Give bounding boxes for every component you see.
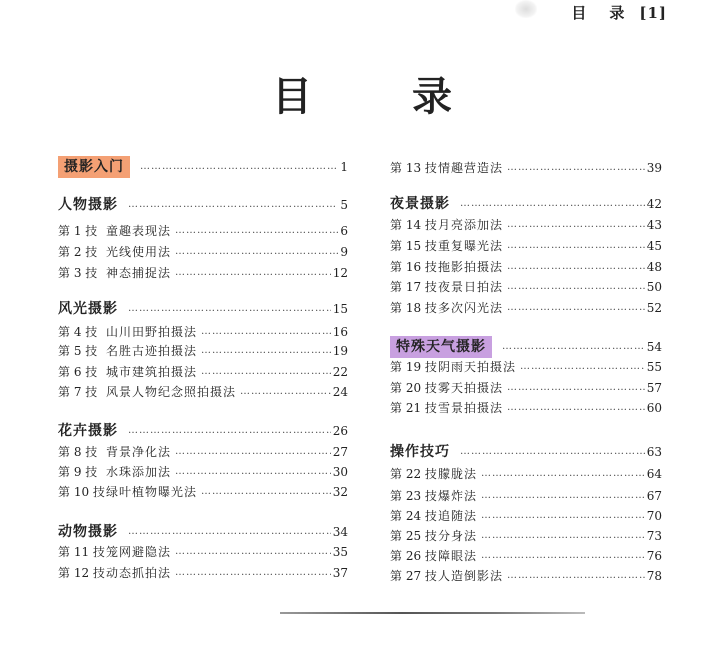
toc-entry-label: 多次闪光法 <box>438 301 504 315</box>
toc-entry-label: 雾天拍摄法 <box>438 381 504 395</box>
toc-entry[interactable] <box>390 158 662 178</box>
dot-leader <box>175 221 338 241</box>
toc-entry[interactable] <box>390 464 662 484</box>
dot-leader <box>481 546 645 566</box>
toc-entry-number: 第 9 技 <box>58 465 98 479</box>
toc-entry[interactable] <box>58 362 348 382</box>
toc-section[interactable] <box>58 522 348 542</box>
toc-page-number: 15 <box>332 302 348 316</box>
toc-entry-number: 第 17 技 <box>390 280 437 294</box>
toc-page-number: 63 <box>646 445 662 459</box>
toc-entry[interactable] <box>390 236 662 256</box>
toc-entry[interactable] <box>390 277 662 297</box>
toc-entry-number: 第 1 技 <box>58 224 98 238</box>
toc-entry-number: 第 2 技 <box>58 245 98 259</box>
toc-entry-label: 童趣表现法 <box>106 224 172 238</box>
toc-entry-number: 第 5 技 <box>58 344 98 358</box>
toc-section[interactable] <box>58 157 348 177</box>
bottom-rule <box>280 612 585 614</box>
toc-entry[interactable] <box>390 526 662 546</box>
toc-page-number: 30 <box>332 465 348 479</box>
toc-page-number: 5 <box>340 198 348 212</box>
toc-entry-number: 第 16 技 <box>390 260 437 274</box>
toc-entry[interactable] <box>58 221 348 241</box>
toc-entry-label: 名胜古迹拍摄法 <box>106 344 198 358</box>
toc-entry-label: 拖影拍摄法 <box>438 260 504 274</box>
toc-section-label: 风光摄影 <box>58 301 118 317</box>
toc-entry-number: 第 13 技 <box>390 161 437 175</box>
toc-section-label: 花卉摄影 <box>58 423 118 439</box>
toc-entry[interactable] <box>390 215 662 235</box>
toc-section-label: 操作技巧 <box>390 444 450 460</box>
toc-page-number: 67 <box>646 489 662 503</box>
dot-leader <box>201 341 331 361</box>
toc-entry-label: 山川田野拍摄法 <box>106 325 198 339</box>
scan-smudge <box>515 0 537 18</box>
toc-page-number: 35 <box>332 545 348 559</box>
toc-section-label: 特殊天气摄影 <box>390 336 492 358</box>
toc-entry-number: 第 11 技 <box>58 545 105 559</box>
dot-leader <box>175 263 331 283</box>
dot-leader <box>128 421 331 441</box>
dot-leader <box>460 442 645 462</box>
toc-section[interactable] <box>58 195 348 215</box>
dot-leader <box>128 522 331 542</box>
dot-leader <box>507 398 645 418</box>
toc-page-number: 16 <box>332 325 348 339</box>
toc-entry[interactable] <box>390 506 662 526</box>
toc-page-number: 78 <box>646 569 662 583</box>
dot-leader <box>201 322 331 342</box>
toc-page-number: 37 <box>332 566 348 580</box>
dot-leader <box>520 357 645 377</box>
dot-leader <box>175 242 338 262</box>
toc-entry-label: 人造倒影法 <box>438 569 504 583</box>
dot-leader <box>507 158 645 178</box>
toc-page-number: 12 <box>332 266 348 280</box>
toc-entry-label: 阴雨天拍摄法 <box>438 360 517 374</box>
toc-entry[interactable] <box>58 341 348 361</box>
toc-page-number: 27 <box>332 445 348 459</box>
toc-entry-number: 第 15 技 <box>390 239 437 253</box>
toc-entry-label: 神态捕捉法 <box>106 266 172 280</box>
toc-entry[interactable] <box>58 462 348 482</box>
toc-entry-label: 风景人物纪念照拍摄法 <box>106 385 237 399</box>
dot-leader <box>175 563 331 583</box>
toc-entry-label: 光线使用法 <box>106 245 172 259</box>
running-head-title-a: 目 <box>571 4 588 22</box>
toc-page-number: 34 <box>332 525 348 539</box>
toc-entry-number: 第 22 技 <box>390 467 437 481</box>
toc-entry-label: 重复曝光法 <box>438 239 504 253</box>
toc-page-number: 43 <box>646 218 662 232</box>
toc-entry-label: 雪景拍摄法 <box>438 401 504 415</box>
toc-section-label: 动物摄影 <box>58 524 118 540</box>
toc-page-number: 48 <box>646 260 662 274</box>
dot-leader <box>175 462 331 482</box>
dot-leader <box>507 236 645 256</box>
toc-entry-number: 第 3 技 <box>58 266 98 280</box>
dot-leader <box>481 464 645 484</box>
toc-entry-number: 第 10 技 <box>58 485 105 499</box>
toc-entry[interactable] <box>58 542 348 562</box>
toc-page-number: 32 <box>332 485 348 499</box>
toc-page-number: 70 <box>646 509 662 523</box>
toc-entry-label: 爆炸法 <box>438 489 478 503</box>
toc-page-number: 54 <box>646 340 662 354</box>
toc-entry-label: 追随法 <box>438 509 478 523</box>
toc-entry-number: 第 12 技 <box>58 566 105 580</box>
title-char-1: 目 <box>272 74 312 120</box>
toc-entry-number: 第 24 技 <box>390 509 437 523</box>
dot-leader <box>507 566 645 586</box>
toc-entry-number: 第 14 技 <box>390 218 437 232</box>
toc-page-number: 19 <box>332 344 348 358</box>
toc-entry-number: 第 20 技 <box>390 381 437 395</box>
toc-entry[interactable] <box>390 546 662 566</box>
toc-entry-label: 夜景日拍法 <box>438 280 504 294</box>
toc-section[interactable] <box>58 299 348 319</box>
dot-leader <box>507 378 645 398</box>
toc-page-number: 6 <box>340 224 348 238</box>
toc-page-number: 22 <box>332 365 348 379</box>
toc-entry-label: 笼网避隐法 <box>106 545 172 559</box>
dot-leader <box>507 215 645 235</box>
toc-page-number: 50 <box>646 280 662 294</box>
dot-leader <box>481 486 645 506</box>
toc-section-label: 夜景摄影 <box>390 196 450 212</box>
toc-entry[interactable] <box>390 486 662 506</box>
running-head-page: [1] <box>639 4 667 22</box>
toc-entry[interactable] <box>58 322 348 342</box>
toc-entry-number: 第 4 技 <box>58 325 98 339</box>
toc-entry-label: 分身法 <box>438 529 478 543</box>
running-head-title-b: 录 <box>609 4 626 22</box>
toc-section[interactable] <box>58 421 348 441</box>
toc-entry-label: 朦胧法 <box>438 467 478 481</box>
toc-entry-number: 第 26 技 <box>390 549 437 563</box>
toc-entry-label: 月亮添加法 <box>438 218 504 232</box>
toc-entry-label: 城市建筑拍摄法 <box>106 365 198 379</box>
dot-leader <box>201 482 331 502</box>
toc-page-number: 26 <box>332 424 348 438</box>
dot-leader <box>481 526 645 546</box>
toc-entry-number: 第 27 技 <box>390 569 437 583</box>
toc-entry[interactable] <box>390 566 662 586</box>
toc-entry[interactable] <box>58 442 348 462</box>
toc-entry-label: 情趣营造法 <box>438 161 504 175</box>
toc-page-number: 73 <box>646 529 662 543</box>
dot-leader <box>460 194 645 214</box>
toc-entry-label: 水珠添加法 <box>106 465 172 479</box>
toc-entry[interactable] <box>390 257 662 277</box>
dot-leader <box>140 157 338 177</box>
toc-entry-label: 动态抓拍法 <box>106 566 172 580</box>
toc-entry[interactable] <box>58 242 348 262</box>
toc-page-number: 57 <box>646 381 662 395</box>
toc-section[interactable] <box>390 337 662 357</box>
toc-entry-label: 背景净化法 <box>106 445 172 459</box>
toc-entry-number: 第 7 技 <box>58 385 98 399</box>
dot-leader <box>128 299 331 319</box>
dot-leader <box>240 382 331 402</box>
dot-leader <box>481 506 645 526</box>
toc-entry-number: 第 8 技 <box>58 445 98 459</box>
toc-section[interactable] <box>390 442 662 462</box>
toc-entry[interactable] <box>58 563 348 583</box>
toc-entry[interactable] <box>58 482 348 502</box>
dot-leader <box>502 337 645 357</box>
dot-leader <box>507 257 645 277</box>
dot-leader <box>175 542 331 562</box>
toc-page-number: 60 <box>646 401 662 415</box>
toc-page-number: 9 <box>340 245 348 259</box>
toc-section-label: 人物摄影 <box>58 197 118 213</box>
title-char-2: 录 <box>412 74 452 120</box>
toc-page-number: 45 <box>646 239 662 253</box>
toc-entry-number: 第 21 技 <box>390 401 437 415</box>
toc-page-number: 39 <box>646 161 662 175</box>
toc-entry-number: 第 19 技 <box>390 360 437 374</box>
toc-entry[interactable] <box>390 378 662 398</box>
dot-leader <box>175 442 331 462</box>
dot-leader <box>201 362 331 382</box>
toc-entry-number: 第 23 技 <box>390 489 437 503</box>
toc-page-number: 76 <box>646 549 662 563</box>
dot-leader <box>507 298 645 318</box>
toc-entry-label: 绿叶植物曝光法 <box>106 485 198 499</box>
dot-leader <box>128 195 338 215</box>
toc-entry[interactable] <box>390 398 662 418</box>
toc-entry[interactable] <box>58 263 348 283</box>
toc-entry[interactable] <box>58 382 348 402</box>
toc-page-number: 42 <box>646 197 662 211</box>
toc-entry-number: 第 18 技 <box>390 301 437 315</box>
toc-entry[interactable] <box>390 298 662 318</box>
toc-page-number: 1 <box>340 160 348 174</box>
toc-page-number: 52 <box>646 301 662 315</box>
running-head <box>571 2 667 23</box>
toc-entry-number: 第 6 技 <box>58 365 98 379</box>
dot-leader <box>507 277 645 297</box>
toc-entry[interactable] <box>390 357 662 377</box>
toc-page-number: 24 <box>332 385 348 399</box>
toc-page-number: 64 <box>646 467 662 481</box>
toc-entry-number: 第 25 技 <box>390 529 437 543</box>
toc-page-number: 55 <box>646 360 662 374</box>
toc-section[interactable] <box>390 194 662 214</box>
toc-entry-label: 障眼法 <box>438 549 478 563</box>
toc-section-label: 摄影入门 <box>58 156 130 178</box>
